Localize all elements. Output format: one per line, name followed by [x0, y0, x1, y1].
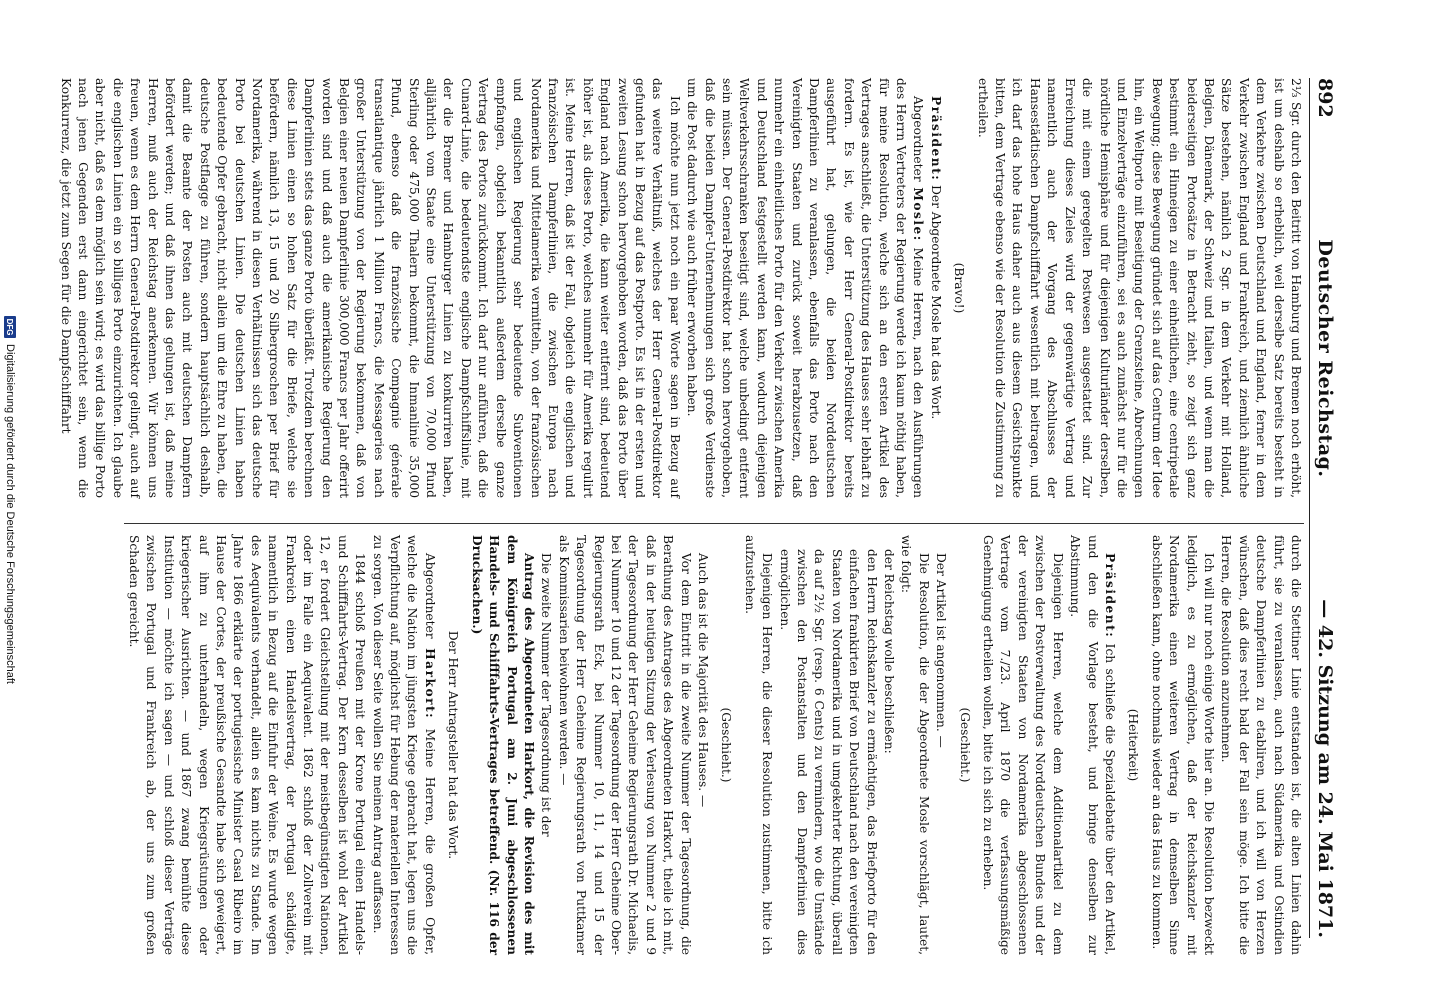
paragraph: 2⅓ Sgr. durch den Beitritt von Hamburg und Bremen noch erhöht, ist um deshalb so erheblich, weil derselbe Satz bereits besteht in dem Verkehre zwischen Deutschland und England, ferner in dem Verkehr zwischen England und Frankreich, und ziemlich ähnliche Sätze bestehen, nämlich 2 Sgr. in dem Verkehr mit Holland, Belgien, Dänemark, der Schweiz und Italien, und wenn man die beiderseitigen Portosätze in Betracht zieht, so zeigt sich ganz bestimmt ein Hinneigen zu einer einheitlichen, eine centripetale Bewegung; diese Bewegung gründet sich auf das Centrum der Idee hin, ein Weltporto mit Beseitigung der Grenzsteine, Abrechnungen und Einzelverträge einzuführen, sei es auch zunächst nur für die nördliche Hemisphäre und für diejenigen Kulturländer derselben, die mit einem geregelten Postwesen ausgestattet sind. Zur Erreichung dieses Zieles wird der gegenwärtige Vertrag und namentlich auch der Vorgang des Abschlusses der Hansestädtischen Dampfschifffahrt wesentlich mit beitragen, und ich darf das hohe Haus daher auch aus diesem Gesichtspunkte bitten, dem Vertrage ebenso wie der Resolution die Zustimmung zu ertheilen.	[975, 78, 1303, 498]
paragraph: Der Artikel ist angenommen. —	[934, 553, 949, 748]
paragraph: Vor dem Eintritt in die zweite Nummer der Tagesordnung, die Berathung des Antrages des Abgeordneten Harkort, theile ich mit, daß in der heutigen Sitzung der Verlesung von Nummer 2 und 9 der Tagesordnung der Herr Geheime Regierungsrath Dr. Michaelis, bei Nummer 10 und 12 der Tagesordnung der Herr Geheime Ober-Regierungsrath Eck, bei Nummer 10, 11, 14 und 15 der Tagesordnung der Herr Geheime Regierungsrath von Puttkamer als Kommissarien beiwohnen werden. —	[556, 535, 693, 955]
quoted-resolution: der Reichstag wolle beschließen:	[882, 549, 897, 754]
digitization-footer	[0, 0, 20, 1000]
stage-direction: (Heiterkeit)	[1126, 708, 1141, 782]
paragraph: Diejenigen Herren, welche dem Additionalartikel zu dem zwischen der Postverwaltung des Norddeutschen Bundes und der der vereinigten Staaten von Nordamerika abgeschlossenen Vertrage vom 7./23. April 1870 die verfassungsmäßige Genehmigung ertheilen wollen, bitte ich sich zu erheben.	[981, 535, 1065, 955]
speech-text: Meine Herren, nach den Ausführungen des Herrn Vertreters der Regierung werde ich kaum nöthig haben, für meine Resolution, welche sich an den ersten Artikel des Vertrages anschließt, die Unterstützung des Hauses sehr lebhaft zu fordern. Es ist, wie der Herr General-Postdirektor bereits ausgeführt hat, gelungen, die beiden Norddeutschen Dampferlinien zu veranlassen, ebenfalls das Porto nach den Vereinigten Staaten und zurück soweit herabzusetzen, daß nunmehr ein einheitliches Porto für den Verkehr zwischen Amerika und Deutschland festgestellt werden kann, wodurch diejenigen Weltverkehrsschranken beseitigt sind, welche unbedingt entfernt sein müssen. Der General-Postdirektor hat schon hervorgehoben, daß die beiden Dampfer-Unternehmungen sich große Verdienste um die Post dadurch wie auch früher erworben haben.	[685, 78, 926, 499]
stage-direction: (Geschieht.)	[957, 707, 972, 783]
publication-title: Deutscher Reichstag.	[1314, 239, 1336, 478]
paragraph: 1844 schloß Preußen mit der Krone Portugal einen Handels- und Schifffahrts-Vertrag. Der Kern desselben ist wohl der Artikel 12, er fordert Gleichstellung mit der meistbegünstigten Nationen, oder im Falle ein Aequivalent. 1862 schloß der Zollverein mit Frankreich einen Handelsvertrag, der Portugal schädigte, namentlich in Bezug auf die Einfuhr der Weine. Es wurde wegen des Aequivalents verhandelt, allein es kam nichts zu Stande. Im Jahre 1866 erklärte der portugiesische Minister Casal Ribeiro im Hause der Cortes, der preußische Gesandte habe sich geweigert, auf ihm zu unterhandeln, wegen Kriegsrüstungen oder kriegerischer Ausrichten. — und 1867 zwang bemühte diese Institution — möchte ich sagen — und schloß dieser Verträge zwischen Portugal und Frankreich ab, der uns zum großen Schaden gereicht.	[127, 535, 368, 955]
speech-paragraph	[368, 535, 438, 955]
quoted-resolution: den Herrn Reichskanzler zu ermächtigen, das Briefporto für den einfachen frankirten Brief von Deutschland nach den vereinigten Staaten von Nordamerika und in umgekehrter Richtung, überall da auf 2½ Sgr. (resp. 6 Cents) zu vermindern, wo die Umstände zwischen den Postanstalten und den Dampferlinien dies ermöglichen.	[777, 549, 879, 955]
speech-paragraph	[683, 78, 927, 498]
paragraph: Diejenigen Herren, die dieser Resolution zustimmen, bitte ich aufzustehen.	[742, 535, 775, 955]
dfg-logo: DFG	[4, 316, 16, 338]
digitization-credit: Digitalisierung gefördert durch die Deutsche Forschungsgemeinschaft	[4, 344, 16, 684]
speech-paragraph	[926, 78, 943, 498]
motion-title: Antrag des Abgeordneten Harkort, die Revision des mit dem Königreich Portugal am 2. Juni abgeschlossenen Handels- und Schifffahrts-Vertrages betreffend. (Nr. 116 der Drucksachen.)	[469, 535, 536, 955]
right-column	[125, 535, 1304, 955]
column-divider	[124, 523, 1304, 524]
speech-text: Meine Herren, die großen Opfer, welche die Nation im jüngsten Kriege gebracht hat, legen uns die Verpflichtung auf, möglichst für Hebung der materiellen Interessen zu sorgen. Von dieser Seite wollen Sie meinen Antrag auffassen.	[370, 535, 437, 956]
stage-direction: (Bravo!)	[952, 262, 967, 314]
speech-text: Ich schließe die Spezialdebatte über den Artikel, und den die Vorlage besteht, und bringe denselben zur Abstimmung.	[1068, 535, 1117, 956]
page-header	[1309, 78, 1344, 938]
stage-direction: (Geschieht.)	[719, 707, 734, 783]
paragraph: Ich will nur noch einige Worte hier an. Die Resolution bezweckt lediglich, es zu ermöglichen, daß der Reichskanzler mit Nordamerika einen weiteren Vertrag in demselben Sinne abschließen kann, ohne nochmals wieder an das Haus zu kommen.	[1149, 535, 1216, 955]
paragraph: Die Resolution, die der Abgeordnete Mosle vorschlägt, lautet, wie folgt:	[899, 535, 931, 955]
speech-paragraph	[1066, 535, 1118, 955]
paragraph: durch die Stettiner Linie entstanden ist, die alten Linien dahin führt, sie zu veranlassen, auch nach Südamerika und Ostindien deutsche Dampferlinien zu etabliren, und ich will von Herzen wünschen, daß dies recht bald der Fall sein möge. Ich bitte die Herren, die Resolution anzunehmen.	[1219, 535, 1303, 955]
speech-text: Der Abgeordnete Mosle hat das Wort.	[928, 185, 943, 420]
session-info: — 42. Sitzung am 24. Mai 1871.	[1314, 599, 1336, 938]
speaker-role: Abgeordneter	[911, 96, 926, 182]
speaker-label: Harkort:	[422, 648, 437, 720]
paragraph: Ich möchte nun jetzt noch ein paar Worte sagen in Bezug auf das weitere Verhältniß, welches der Herr General-Postdirektor gefunden hat in Bezug auf das Postporto. Es ist in der ersten und zweiten Lesung schon hervorgehoben worden, daß das Porto über England nach Amerika, die kann weiter entfernt sind, bedeutend höher ist, als dieses Porto, welches nunmehr für Amerika regulirt ist. Meine Herren, daß ist der Fall, obgleich die englischen und französischen Dampferlinien, die zwischen Europa nach Nordamerika und Mittelamerika vermitteln, von der französischen und englischen Regierung sehr bedeutende Subventionen empfangen, obgleich bekanntlich außerdem derselbe ganze Vertrag des Portos zurückkommt. Ich darf nur anführen, daß die Cunard-Linie, die bedeutendste englische Dampfschiffslinie, mit der die Bremer und Hamburger Linien zu konkurriren haben, alljährlich vom Staate eine Unterstützung von 70,000 Pfund Sterling oder 475,000 Thalern bekommt, die Inmanlinie 35,000 Pfund, ebenso daß die französische Compagnie générale transatlantique jährlich 1 Million Francs, die Messageries nach großer Unterstützung von der Regierung bekommen, daß von Belgien einer neuen Dampferlinie 300,000 Francs per Jahr offerirt worden sind und daß auch die amerikanische Regierung den Dampferlinien stets das ganze Porto überläßt. Trotzdem berechnen diese Linien einen so hohen Satz für die Briefe, welche sie befördern, nämlich 13, 15 und 20 Silbergroschen per Brief für Nordamerika, während in diesen Verhältnissen sich das deutsche Porto bei deutschen Linien. Die deutschen Linien haben bedeutende Opfer gebracht, nicht allein um die Ehre zu haben, die deutsche Postflagge zu führen, sondern hauptsächlich deshalb, damit die Beamte der Posten auch mit deutschen Dampfern befördert werden; und daß ihnen das gelungen ist, daß meine Herren, muß auch der Reichstag anerkennen. Wir können uns freuen, wenn es dem Herrn General-Postdirektor gelingt, auch auf die englischen Linien ein so billiges Porto einzurichten. Ich glaube aber nicht, daß es dem möglich sein wird; es wird das billige Porto nach jenen Gegenden erst dann eingerichtet sein, wenn die Konkurrenz, die jetzt zum Segen für die Dampfschifffahrt	[58, 78, 682, 498]
paragraph: Der Herr Antragsteller hat das Wort.	[446, 630, 461, 860]
paragraph: Auch das ist die Majorität des Hauses. —	[696, 553, 710, 808]
page-number: 892	[1314, 78, 1336, 118]
speaker-label: Präsident:	[1102, 553, 1117, 639]
speaker-label: Präsident:	[928, 96, 943, 182]
left-column	[56, 78, 1304, 498]
paragraph: Die zweite Nummer der Tagesordnung ist der	[539, 553, 554, 837]
speaker-role: Abgeordneter	[422, 553, 437, 639]
speaker-label: Mosle:	[911, 187, 926, 242]
